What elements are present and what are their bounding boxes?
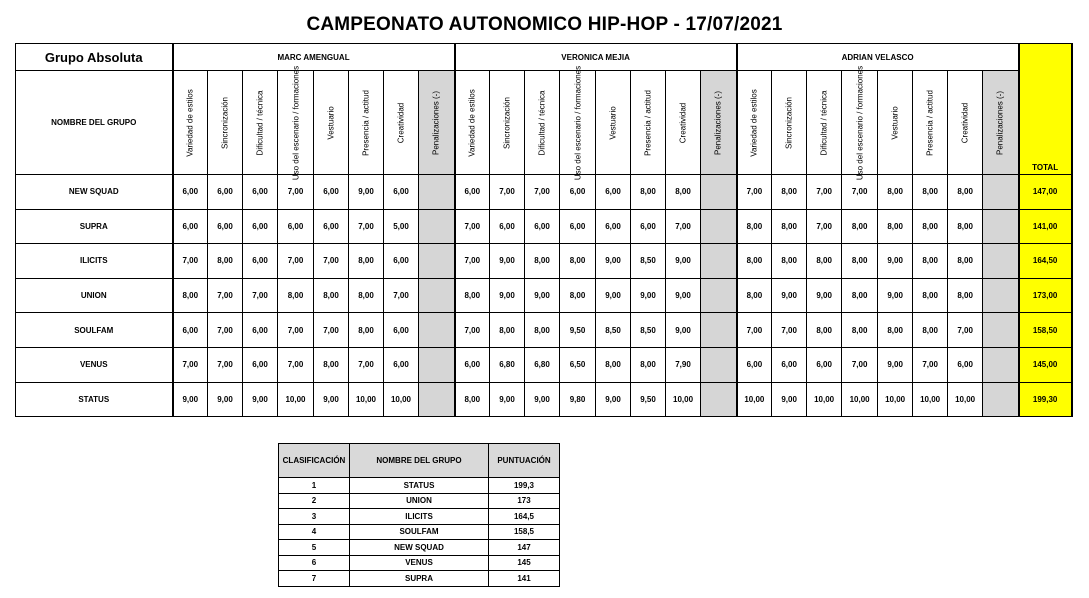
criterion-header: [983, 71, 1019, 175]
criterion-header: [701, 71, 737, 175]
judge-header: ADRIAN VELASCO: [737, 44, 1019, 71]
score-cell: 8,00: [948, 209, 983, 244]
score-cell: 8,00: [737, 244, 772, 279]
rank-score: 158,5: [489, 524, 560, 540]
criterion-label: Penalizaciones (-): [995, 90, 1005, 155]
penalty-cell: [983, 347, 1019, 382]
score-cell: 7,00: [349, 209, 384, 244]
rank-position: 7: [279, 571, 350, 587]
criterion-label: Creatividad: [960, 102, 970, 143]
score-cell: 8,00: [737, 278, 772, 313]
score-cell: 7,00: [737, 313, 772, 348]
score-cell: 6,50: [560, 347, 596, 382]
score-cell: 10,00: [384, 382, 419, 417]
score-cell: 8,00: [455, 278, 490, 313]
judge-header: MARC AMENGUAL: [173, 44, 455, 71]
rank-position: 4: [279, 524, 350, 540]
score-cell: 7,00: [666, 209, 701, 244]
score-cell: 9,00: [490, 278, 525, 313]
ranking-header: CLASIFICACIÓN: [279, 444, 350, 478]
rank-group-name: SOULFAM: [350, 524, 489, 540]
criterion-label: Penalizaciones (-): [713, 90, 723, 155]
rank-score: 199,3: [489, 478, 560, 494]
score-cell: 8,00: [948, 175, 983, 210]
score-cell: 6,00: [278, 209, 314, 244]
score-cell: 8,00: [631, 347, 666, 382]
score-cell: 6,00: [243, 347, 278, 382]
score-cell: 6,00: [455, 347, 490, 382]
score-cell: 6,00: [631, 209, 666, 244]
score-cell: 8,00: [666, 175, 701, 210]
ranking-row: [279, 478, 560, 494]
score-cell: 8,00: [349, 278, 384, 313]
score-cell: 8,00: [878, 313, 913, 348]
penalty-cell: [701, 347, 737, 382]
criterion-header: [314, 71, 349, 175]
score-cell: 9,00: [772, 278, 807, 313]
score-cell: 8,00: [772, 209, 807, 244]
score-cell: 6,00: [173, 209, 208, 244]
score-cell: 9,00: [525, 382, 560, 417]
score-cell: 7,00: [314, 313, 349, 348]
score-cell: 9,00: [349, 175, 384, 210]
score-row: [16, 278, 1072, 313]
group-name: UNION: [16, 278, 173, 313]
page-title: CAMPEONATO AUTONOMICO HIP-HOP - 17/07/2021: [306, 14, 783, 35]
penalty-cell: [701, 244, 737, 279]
score-cell: 6,00: [173, 313, 208, 348]
penalty-cell: [419, 209, 455, 244]
score-cell: 8,00: [878, 209, 913, 244]
rank-score: 147: [489, 540, 560, 556]
criterion-header: [772, 71, 807, 175]
criterion-label: Vestuario: [608, 105, 618, 140]
score-cell: 7,00: [384, 278, 419, 313]
group-name: ILICITS: [16, 244, 173, 279]
score-cell: 8,00: [173, 278, 208, 313]
score-cell: 8,00: [490, 313, 525, 348]
criterion-label: Creatividad: [396, 102, 406, 143]
rank-group-name: ILICITS: [350, 509, 489, 525]
score-cell: 8,00: [525, 313, 560, 348]
criterion-header: [878, 71, 913, 175]
score-cell: 6,00: [807, 347, 842, 382]
criterion-label: Sincronización: [502, 96, 512, 149]
score-cell: 9,00: [208, 382, 243, 417]
ranking-row: [279, 555, 560, 571]
group-name: STATUS: [16, 382, 173, 417]
score-cell: 6,00: [560, 209, 596, 244]
score-cell: 6,00: [455, 175, 490, 210]
criterion-header: [525, 71, 560, 175]
total-cell: 147,00: [1019, 175, 1072, 210]
score-cell: 8,00: [807, 313, 842, 348]
criterion-label: Dificultad / técnica: [819, 90, 829, 155]
score-cell: 8,00: [596, 347, 631, 382]
score-row: [16, 244, 1072, 279]
total-cell: 173,00: [1019, 278, 1072, 313]
score-cell: 6,00: [596, 209, 631, 244]
score-cell: 9,00: [596, 244, 631, 279]
criterion-header: [384, 71, 419, 175]
score-cell: 9,00: [596, 278, 631, 313]
score-cell: 9,50: [560, 313, 596, 348]
score-cell: 10,00: [278, 382, 314, 417]
criterion-label: Penalizaciones (-): [431, 90, 441, 155]
score-cell: 8,00: [631, 175, 666, 210]
score-cell: 8,00: [560, 244, 596, 279]
ranking-row: [279, 540, 560, 556]
criterion-label: Vestuario: [890, 105, 900, 140]
penalty-cell: [419, 382, 455, 417]
criterion-label: Uso del escenario / formaciones: [291, 65, 300, 180]
ranking-table: [278, 443, 560, 587]
score-cell: 8,00: [913, 209, 948, 244]
criterion-header: [419, 71, 455, 175]
criterion-header: [208, 71, 243, 175]
score-cell: 6,00: [243, 209, 278, 244]
criterion-label: Sincronización: [220, 96, 230, 149]
criterion-header: [913, 71, 948, 175]
criterion-header: [807, 71, 842, 175]
criterion-header: [631, 71, 666, 175]
judge-header: VERONICA MEJIA: [455, 44, 737, 71]
criterion-header: [842, 65, 878, 180]
total-cell: 141,00: [1019, 209, 1072, 244]
total-cell: 199,30: [1019, 382, 1072, 417]
score-cell: 8,00: [913, 278, 948, 313]
penalty-cell: [419, 175, 455, 210]
score-cell: 9,00: [878, 347, 913, 382]
score-cell: 8,00: [913, 244, 948, 279]
score-cell: 8,00: [278, 278, 314, 313]
rank-score: 173: [489, 493, 560, 509]
score-cell: 6,00: [490, 209, 525, 244]
rank-group-name: UNION: [350, 493, 489, 509]
criterion-header: [243, 71, 278, 175]
score-cell: 9,00: [772, 382, 807, 417]
score-cell: 9,00: [490, 382, 525, 417]
penalty-cell: [701, 278, 737, 313]
score-cell: 7,00: [455, 313, 490, 348]
ranking-header: NOMBRE DEL GRUPO: [350, 444, 489, 478]
score-cell: 9,00: [666, 278, 701, 313]
rank-position: 6: [279, 555, 350, 571]
criterion-label: Presencia / actitud: [361, 89, 371, 156]
criterion-label: Variedad de estilos: [467, 88, 477, 157]
score-cell: 6,00: [173, 175, 208, 210]
score-cell: 8,00: [842, 313, 878, 348]
score-cell: 6,00: [314, 175, 349, 210]
score-cell: 6,80: [490, 347, 525, 382]
score-cell: 8,50: [631, 244, 666, 279]
score-cell: 7,00: [455, 209, 490, 244]
score-cell: 8,00: [525, 244, 560, 279]
criterion-label: Presencia / actitud: [643, 89, 653, 156]
criterion-header: [737, 71, 772, 175]
total-cell: 164,50: [1019, 244, 1072, 279]
score-cell: 7,00: [913, 347, 948, 382]
rank-group-name: SUPRA: [350, 571, 489, 587]
total-header: TOTAL: [1019, 44, 1072, 175]
score-cell: 7,00: [208, 347, 243, 382]
ranking-row: [279, 524, 560, 540]
ranking-header: PUNTUACIÓN: [489, 444, 560, 478]
score-cell: 7,00: [772, 313, 807, 348]
score-cell: 10,00: [807, 382, 842, 417]
score-cell: 6,00: [384, 313, 419, 348]
group-name: VENUS: [16, 347, 173, 382]
criterion-label: Variedad de estilos: [749, 88, 759, 157]
criterion-header: [455, 71, 490, 175]
penalty-cell: [701, 313, 737, 348]
rank-position: 3: [279, 509, 350, 525]
score-cell: 9,00: [666, 313, 701, 348]
score-cell: 8,00: [807, 244, 842, 279]
score-cell: 7,90: [666, 347, 701, 382]
score-cell: 9,00: [314, 382, 349, 417]
score-cell: 10,00: [842, 382, 878, 417]
score-cell: 6,00: [208, 209, 243, 244]
score-cell: 6,00: [596, 175, 631, 210]
total-cell: 158,50: [1019, 313, 1072, 348]
score-cell: 10,00: [349, 382, 384, 417]
criterion-header: [173, 71, 208, 175]
score-cell: 6,00: [314, 209, 349, 244]
score-cell: 8,00: [349, 313, 384, 348]
score-cell: 8,00: [737, 209, 772, 244]
score-row: [16, 382, 1072, 417]
penalty-cell: [419, 347, 455, 382]
score-cell: 8,00: [314, 347, 349, 382]
score-row: [16, 209, 1072, 244]
criterion-header: [948, 71, 983, 175]
score-cell: 7,00: [278, 313, 314, 348]
score-cell: 5,00: [384, 209, 419, 244]
score-cell: 7,00: [173, 244, 208, 279]
rank-score: 164,5: [489, 509, 560, 525]
score-cell: 8,00: [772, 244, 807, 279]
criterion-header: [490, 71, 525, 175]
score-cell: 9,00: [243, 382, 278, 417]
criterion-label: Creatividad: [678, 102, 688, 143]
criterion-header: [596, 71, 631, 175]
score-cell: 8,50: [631, 313, 666, 348]
score-cell: 8,00: [948, 278, 983, 313]
group-name: SOULFAM: [16, 313, 173, 348]
criterion-label: Uso del escenario / formaciones: [573, 65, 583, 180]
score-cell: 6,00: [948, 347, 983, 382]
criterion-label: Dificultad / técnica: [537, 90, 547, 155]
score-cell: 7,00: [807, 175, 842, 210]
score-cell: 7,00: [243, 278, 278, 313]
group-name: NEW SQUAD: [16, 175, 173, 210]
criterion-label: Sincronización: [784, 96, 794, 149]
score-cell: 7,00: [278, 175, 314, 210]
rank-score: 141: [489, 571, 560, 587]
score-cell: 6,00: [243, 313, 278, 348]
score-cell: 7,00: [842, 175, 878, 210]
score-cell: 7,00: [842, 347, 878, 382]
criterion-label: Variedad de estilos: [185, 88, 195, 157]
rank-group-name: VENUS: [350, 555, 489, 571]
score-row: [16, 347, 1072, 382]
score-cell: 6,00: [772, 347, 807, 382]
score-cell: 9,00: [878, 244, 913, 279]
score-cell: 9,00: [525, 278, 560, 313]
score-cell: 9,00: [878, 278, 913, 313]
criterion-header: [278, 65, 314, 180]
score-cell: 8,00: [948, 244, 983, 279]
score-cell: 8,00: [560, 278, 596, 313]
score-cell: 9,00: [490, 244, 525, 279]
score-cell: 10,00: [666, 382, 701, 417]
group-name: SUPRA: [16, 209, 173, 244]
score-cell: 10,00: [913, 382, 948, 417]
score-cell: 7,00: [208, 278, 243, 313]
score-cell: 9,50: [631, 382, 666, 417]
score-cell: 8,50: [596, 313, 631, 348]
score-table: [15, 43, 1073, 417]
criterion-label: Presencia / actitud: [925, 89, 935, 156]
score-cell: 6,00: [243, 175, 278, 210]
score-cell: 9,00: [596, 382, 631, 417]
penalty-cell: [419, 278, 455, 313]
score-cell: 8,00: [208, 244, 243, 279]
score-row: [16, 175, 1072, 210]
criterion-label: Uso del escenario / formaciones: [855, 65, 865, 180]
score-cell: 8,00: [913, 313, 948, 348]
criterion-header: [666, 71, 701, 175]
score-cell: 6,00: [384, 347, 419, 382]
ranking-row: [279, 509, 560, 525]
group-category-label: Grupo Absoluta: [16, 44, 173, 71]
score-cell: 6,80: [525, 347, 560, 382]
ranking-row: [279, 493, 560, 509]
penalty-cell: [983, 175, 1019, 210]
score-cell: 8,00: [349, 244, 384, 279]
score-cell: 7,00: [208, 313, 243, 348]
penalty-cell: [701, 175, 737, 210]
penalty-cell: [701, 382, 737, 417]
ranking-row: [279, 571, 560, 587]
score-cell: 7,00: [278, 347, 314, 382]
score-cell: 10,00: [878, 382, 913, 417]
group-name-header: NOMBRE DEL GRUPO: [16, 71, 173, 175]
score-cell: 6,00: [208, 175, 243, 210]
score-cell: 6,00: [384, 175, 419, 210]
penalty-cell: [701, 209, 737, 244]
score-cell: 9,00: [666, 244, 701, 279]
rank-position: 1: [279, 478, 350, 494]
score-cell: 7,00: [737, 175, 772, 210]
score-cell: 7,00: [490, 175, 525, 210]
score-cell: 8,00: [913, 175, 948, 210]
penalty-cell: [419, 313, 455, 348]
score-cell: 7,00: [525, 175, 560, 210]
penalty-cell: [983, 244, 1019, 279]
score-cell: 6,00: [243, 244, 278, 279]
score-cell: 8,00: [842, 244, 878, 279]
score-cell: 10,00: [737, 382, 772, 417]
score-cell: 7,00: [948, 313, 983, 348]
total-cell: 145,00: [1019, 347, 1072, 382]
rank-position: 2: [279, 493, 350, 509]
score-cell: 6,00: [560, 175, 596, 210]
penalty-cell: [983, 278, 1019, 313]
rank-group-name: STATUS: [350, 478, 489, 494]
rank-score: 145: [489, 555, 560, 571]
score-cell: 9,00: [807, 278, 842, 313]
penalty-cell: [983, 209, 1019, 244]
score-cell: 9,00: [173, 382, 208, 417]
score-cell: 9,80: [560, 382, 596, 417]
score-cell: 7,00: [278, 244, 314, 279]
score-cell: 8,00: [878, 175, 913, 210]
score-cell: 8,00: [842, 209, 878, 244]
criterion-header: [349, 71, 384, 175]
score-cell: 8,00: [314, 278, 349, 313]
penalty-cell: [983, 313, 1019, 348]
rank-position: 5: [279, 540, 350, 556]
score-cell: 6,00: [525, 209, 560, 244]
penalty-cell: [419, 244, 455, 279]
score-cell: 8,00: [772, 175, 807, 210]
score-cell: 8,00: [455, 382, 490, 417]
score-cell: 6,00: [737, 347, 772, 382]
score-cell: 7,00: [455, 244, 490, 279]
penalty-cell: [983, 382, 1019, 417]
criterion-label: Vestuario: [326, 105, 336, 140]
score-cell: 7,00: [173, 347, 208, 382]
score-cell: 7,00: [349, 347, 384, 382]
score-cell: 6,00: [384, 244, 419, 279]
score-cell: 9,00: [631, 278, 666, 313]
score-row: [16, 313, 1072, 348]
score-cell: 7,00: [314, 244, 349, 279]
criterion-label: Dificultad / técnica: [255, 90, 265, 155]
score-cell: 10,00: [948, 382, 983, 417]
score-cell: 8,00: [842, 278, 878, 313]
score-cell: 7,00: [807, 209, 842, 244]
rank-group-name: NEW SQUAD: [350, 540, 489, 556]
criterion-header: [560, 65, 596, 180]
